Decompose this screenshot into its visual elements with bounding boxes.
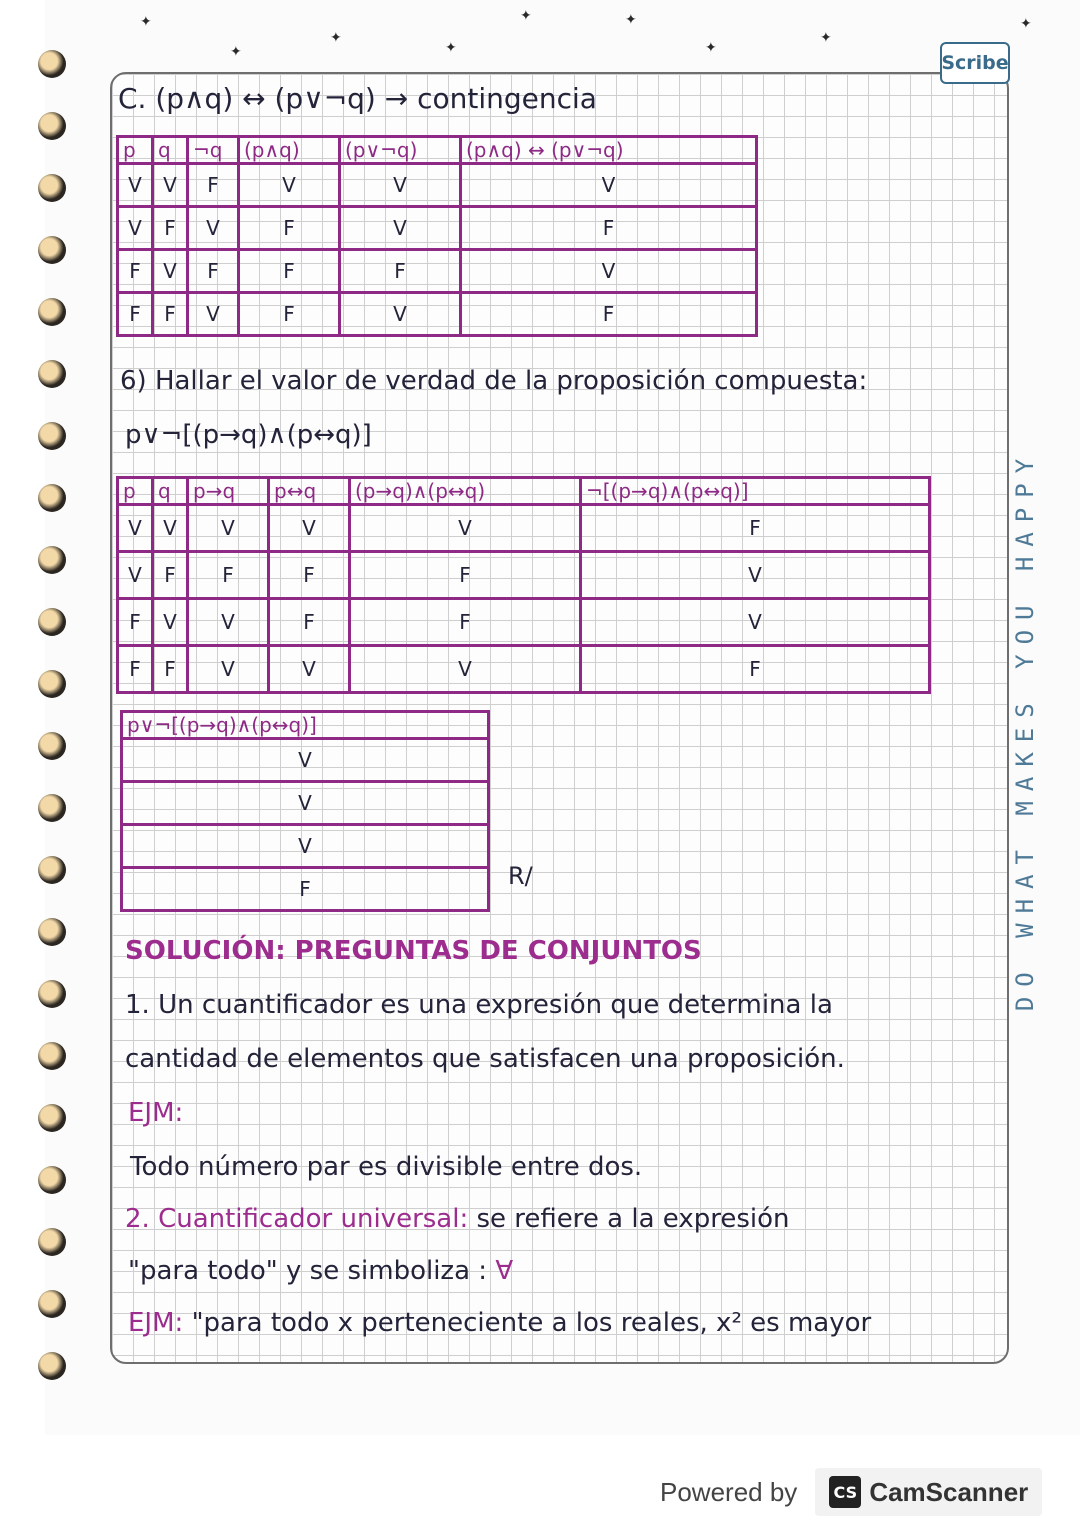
cell: V (188, 646, 269, 693)
cell: F (350, 599, 581, 646)
result-table-6 (120, 710, 490, 912)
table-row (118, 552, 930, 599)
truth-table-c (116, 135, 758, 337)
forall-symbol: ∀ (495, 1256, 514, 1286)
cell: F (239, 207, 340, 250)
cell: V (118, 207, 153, 250)
problem-6-title: 6) Hallar el valor de verdad de la proposición compuesta: (120, 366, 868, 396)
example-2-text: "para todo x perteneciente a los reales, x² es mayor (191, 1308, 872, 1338)
section-c-title: C. (p∧q) ↔ (p∨¬q) → contingencia (118, 82, 597, 115)
cell: V (239, 164, 340, 207)
cell: V (340, 293, 461, 336)
cell: F (350, 552, 581, 599)
header-cell: p (118, 137, 153, 164)
solution-line-1: 1. Un cuantificador es una expresión que determina la (125, 990, 833, 1020)
cell: F (153, 646, 188, 693)
cell: V (122, 782, 489, 825)
cell: V (340, 207, 461, 250)
cell: V (153, 250, 188, 293)
table-row (118, 293, 757, 336)
footer (660, 1468, 1042, 1516)
cell: V (461, 250, 757, 293)
header-cell: (p∨¬q) (340, 137, 461, 164)
cell: F (581, 646, 930, 693)
side-motto: DO WHAT MAKES YOU HAPPY (1011, 448, 1039, 1012)
cell: V (188, 207, 239, 250)
truth-table-6 (116, 476, 931, 694)
cell: V (581, 552, 930, 599)
example-text: Todo número par es divisible entre dos. (130, 1152, 643, 1182)
header-cell: (p∧q) ↔ (p∨¬q) (461, 137, 757, 164)
example-label: EJM: (128, 1098, 184, 1128)
table-row (122, 868, 489, 911)
camscanner-logo-icon: CS (829, 1476, 861, 1508)
cell: V (269, 505, 350, 552)
header-cell: ¬[(p→q)∧(p↔q)] (581, 478, 930, 505)
camscanner-badge (815, 1468, 1042, 1516)
example-2-label: EJM: (128, 1308, 184, 1338)
problem-6-formula: p∨¬[(p→q)∧(p↔q)] (125, 420, 372, 450)
solution-line-2: cantidad de elementos que satisfacen una proposición. (125, 1044, 845, 1074)
cell: F (153, 207, 188, 250)
table-row (118, 164, 757, 207)
universal-quantifier-label: 2. Cuantificador universal: (125, 1204, 469, 1234)
cell: V (461, 164, 757, 207)
cell: F (461, 293, 757, 336)
cell: F (461, 207, 757, 250)
cell: F (188, 250, 239, 293)
cell: V (153, 599, 188, 646)
table-row (118, 505, 930, 552)
cell: V (581, 599, 930, 646)
cell: V (153, 505, 188, 552)
cell: V (122, 739, 489, 782)
scribe-logo: Scribe (940, 42, 1010, 84)
cell: V (188, 599, 269, 646)
cell: F (188, 164, 239, 207)
cell: F (188, 552, 269, 599)
table-row (122, 739, 489, 782)
table-row (122, 782, 489, 825)
header-cell: (p∧q) (239, 137, 340, 164)
cell: V (350, 505, 581, 552)
cell: V (153, 164, 188, 207)
universal-quantifier-line-2: "para todo" y se simboliza : (128, 1256, 488, 1286)
cell: F (340, 250, 461, 293)
header-cell: p (118, 478, 153, 505)
header-cell: q (153, 478, 188, 505)
cell: V (122, 825, 489, 868)
header-cell: p→q (188, 478, 269, 505)
universal-quantifier-text: se refiere a la expresión (476, 1204, 790, 1234)
cell: F (118, 250, 153, 293)
table-row (118, 207, 757, 250)
cell: F (239, 250, 340, 293)
cell: V (118, 552, 153, 599)
cell: F (269, 599, 350, 646)
header-cell: q (153, 137, 188, 164)
cell: F (153, 552, 188, 599)
header-cell: p↔q (269, 478, 350, 505)
cell: V (350, 646, 581, 693)
cell: F (118, 646, 153, 693)
header-cell: p∨¬[(p→q)∧(p↔q)] (122, 712, 489, 739)
header-cell: ¬q (188, 137, 239, 164)
cell: V (188, 293, 239, 336)
cell: F (122, 868, 489, 911)
cell: F (269, 552, 350, 599)
camscanner-name: CamScanner (869, 1476, 1029, 1507)
cell: V (118, 164, 153, 207)
cell: F (153, 293, 188, 336)
table-row (118, 599, 930, 646)
cell: V (118, 505, 153, 552)
cell: F (118, 599, 153, 646)
table-row (122, 825, 489, 868)
cell: F (118, 293, 153, 336)
table-row (118, 646, 930, 693)
answer-label: R/ (508, 862, 533, 890)
cell: V (188, 505, 269, 552)
cell: F (581, 505, 930, 552)
cell: V (340, 164, 461, 207)
powered-by-text: Powered by (660, 1476, 798, 1507)
spiral-binding (0, 40, 70, 1420)
solution-heading: SOLUCIÓN: PREGUNTAS DE CONJUNTOS (125, 936, 702, 966)
table-row (118, 250, 757, 293)
header-cell: (p→q)∧(p↔q) (350, 478, 581, 505)
cell: V (269, 646, 350, 693)
cell: F (239, 293, 340, 336)
